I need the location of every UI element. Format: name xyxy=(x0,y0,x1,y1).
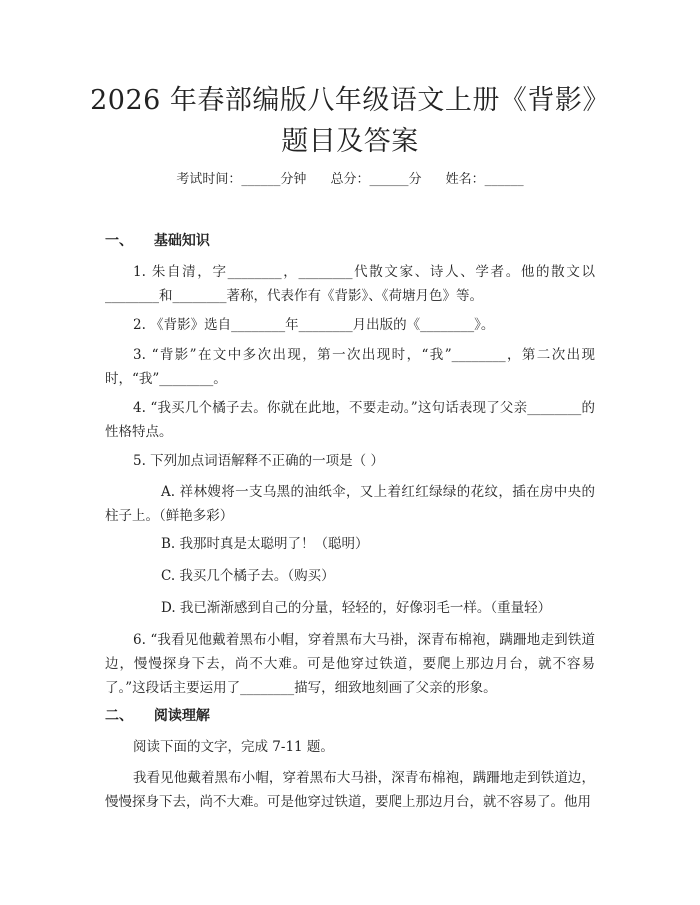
reading-intro: 阅读下面的文字，完成 7-11 题。 xyxy=(133,739,334,755)
section-title: 基础知识 xyxy=(153,233,210,249)
question-1: 1. 朱自清，字________，________代散文家、诗人、学者。他的散文以________和________著称，代表作有《背影》、《荷塘月色》等。 xyxy=(105,264,595,304)
section-title: 阅读理解 xyxy=(153,708,210,724)
exam-score: 总分：______分 xyxy=(330,172,422,187)
section-heading-reading xyxy=(105,705,210,725)
question-6: 6. “我看见他戴着黑布小帽，穿着黑布大马褂，深青布棉袍，蹒跚地走到铁道边，慢慢探身下去，尚不大难。可是他穿过铁道，要爬上那边月台，就不容易了。”这段话主要运用了________描写，细致地刻画了父亲的形象。 xyxy=(105,632,595,696)
section-number: 一、 xyxy=(105,233,133,249)
section-heading-basics xyxy=(105,230,210,250)
question-5-option-d: D. 我已渐渐感到自己的分量，轻轻的，好像羽毛一样。（重量轻） xyxy=(161,600,552,616)
question-3: 3. “背影”在文中多次出现，第一次出现时，“我”________，第二次出现时，“我”________。 xyxy=(105,347,595,387)
section-number: 二、 xyxy=(105,708,133,724)
question-5: 5. 下列加点词语解释不正确的一项是（ ） xyxy=(133,453,384,469)
question-4: 4. “我买几个橘子去。你就在此地，不要走动。”这句话表现了父亲________的性格特点。 xyxy=(105,400,595,440)
question-5-option-b: B. 我那时真是太聪明了！（聪明） xyxy=(161,536,369,552)
exam-time: 考试时间：______分钟 xyxy=(176,172,307,187)
question-2: 2. 《背影》选自________年________月出版的《________》。 xyxy=(133,317,495,333)
document-title: 2026 年春部编版八年级语文上册《背影》题目及答案 xyxy=(90,85,610,157)
exam-name: 姓名：______ xyxy=(445,172,524,187)
question-5-option-a: A. 祥林嫂将一支乌黑的油纸伞，又上着红红绿绿的花纹，插在房中央的柱子上。（鲜艳多彩） xyxy=(105,484,595,524)
exam-info xyxy=(0,168,700,187)
question-5-option-c: C. 我买几个橘子去。（购买） xyxy=(161,568,335,584)
reading-passage: 我看见他戴着黑布小帽，穿着黑布大马褂，深青布棉袍，蹒跚地走到铁道边，慢慢探身下去，尚不大难。可是他穿过铁道，要爬上那边月台，就不容易了。他用 xyxy=(105,770,595,810)
